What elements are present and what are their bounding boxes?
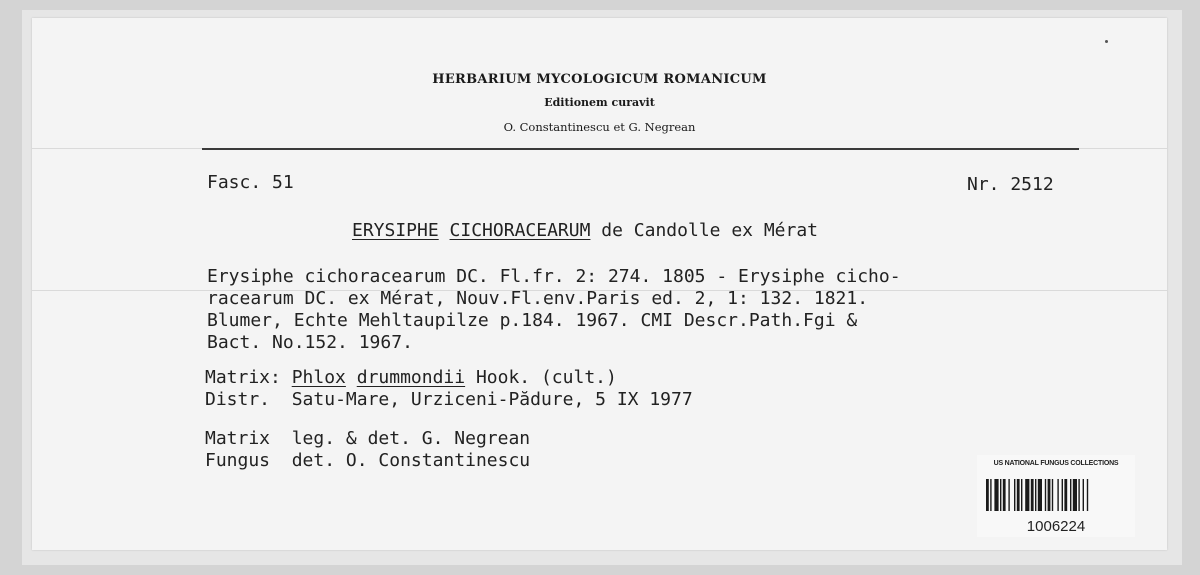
barcode-bar xyxy=(1070,479,1071,511)
matrix-label: Matrix: xyxy=(205,367,281,388)
collector-label: Fungus xyxy=(205,450,271,471)
barcode-institution: US NATIONAL FUNGUS COLLECTIONS xyxy=(993,460,1119,467)
taxon-species: CICHORACEARUM xyxy=(449,220,591,241)
barcode-bar xyxy=(1025,479,1029,511)
barcode-bar xyxy=(1031,479,1034,511)
editor-caption: Editionem curavit xyxy=(544,96,655,109)
speck xyxy=(1105,40,1108,43)
barcode-bar xyxy=(1062,479,1063,511)
barcode-bar xyxy=(1000,479,1001,511)
barcode-bar xyxy=(986,479,989,511)
host-genus: Phlox xyxy=(291,367,346,388)
collector-value: leg. & det. G. Negrean xyxy=(291,428,531,449)
barcode-bar xyxy=(1083,479,1084,511)
synonymy-line: Erysiphe cichoracearum DC. Fl.fr. 2: 274. 1805 - Erysiphe cicho- xyxy=(207,266,901,287)
barcode-bar xyxy=(1014,479,1015,511)
barcode-bar xyxy=(990,479,991,511)
matrix-line xyxy=(205,367,693,389)
taxon-genus: ERYSIPHE xyxy=(352,220,439,241)
collector-line xyxy=(205,450,530,472)
synonymy-line: racearum DC. ex Mérat, Nouv.Fl.env.Paris ed. 2, 1: 132. 1821. xyxy=(207,288,869,309)
barcode-bar xyxy=(1087,479,1088,511)
barcode-bar xyxy=(1057,479,1058,511)
barcode-bar xyxy=(1052,479,1053,511)
taxon-name xyxy=(352,221,818,241)
distribution-line xyxy=(205,389,693,411)
host-species: drummondii xyxy=(356,367,466,388)
taxon-authority: de Candolle ex Mérat xyxy=(601,220,819,241)
barcode-bar xyxy=(1045,479,1046,511)
barcode-label xyxy=(977,455,1135,537)
header-rule xyxy=(202,148,1079,150)
barcode-bar xyxy=(1064,479,1067,511)
synonymy-line: Blumer, Echte Mehltaupilze p.184. 1967. CMI Descr.Path.Fgi & xyxy=(207,310,858,331)
barcode-bar xyxy=(1003,479,1006,511)
barcode-bar xyxy=(1035,479,1036,511)
barcode-bar xyxy=(1021,479,1022,511)
collector-block xyxy=(205,428,530,472)
barcode-bar xyxy=(994,479,998,511)
collector-value: det. O. Constantinescu xyxy=(291,450,531,471)
barcode-graphic xyxy=(986,479,1126,511)
barcode-bar xyxy=(1073,479,1077,511)
distribution-value: Satu-Mare, Urziceni-Pădure, 5 IX 1977 xyxy=(291,389,693,410)
synonymy-block xyxy=(207,266,901,354)
collector-label: Matrix xyxy=(205,428,271,449)
barcode-bar xyxy=(1038,479,1042,511)
barcode-bar xyxy=(1017,479,1020,511)
barcode-bar xyxy=(1048,479,1051,511)
barcode-bar xyxy=(1078,479,1079,511)
barcode-number: 1006224 xyxy=(1026,518,1086,535)
editors: O. Constantinescu et G. Negrean xyxy=(503,120,696,134)
fascicle-number: Fasc. 51 xyxy=(207,172,294,193)
herbarium-title: HERBARIUM MYCOLOGICUM ROMANICUM xyxy=(432,72,767,87)
specimen-number: Nr. 2512 xyxy=(967,174,1054,195)
barcode-bar xyxy=(1008,479,1009,511)
host-authority: Hook. (cult.) xyxy=(475,367,617,388)
distribution-label: Distr. xyxy=(205,389,271,410)
host-block xyxy=(205,367,693,411)
synonymy-line: Bact. No.152. 1967. xyxy=(207,332,413,353)
collector-line xyxy=(205,428,530,450)
herbarium-label xyxy=(32,18,1167,550)
